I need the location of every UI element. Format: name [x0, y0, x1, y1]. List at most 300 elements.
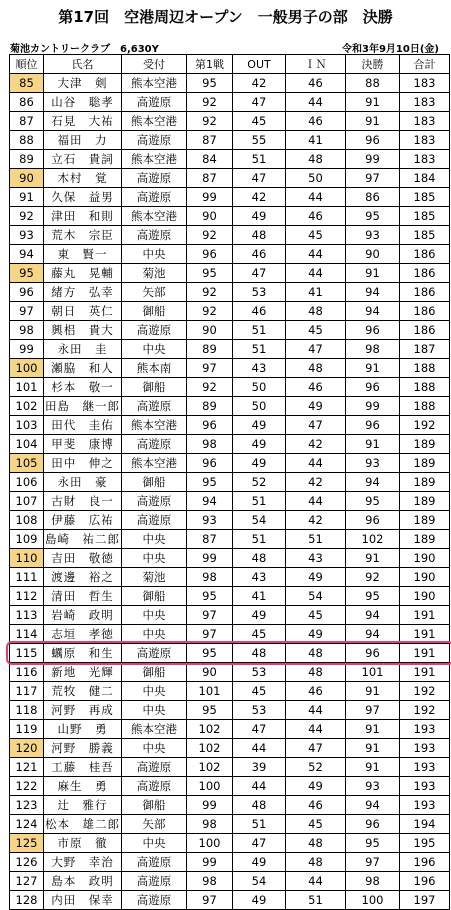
rank-cell: 102: [10, 397, 44, 416]
total-cell: 183: [400, 131, 450, 150]
round1-cell: 95: [187, 74, 233, 93]
in-cell: 45: [286, 321, 346, 340]
table-row: [10, 454, 450, 473]
total-cell: 190: [400, 549, 450, 568]
final-cell: 93: [346, 226, 400, 245]
rank-cell: 96: [10, 283, 44, 302]
name-cell: 山野 勇: [44, 720, 122, 739]
final-cell: 91: [346, 435, 400, 454]
final-cell: 98: [346, 340, 400, 359]
total-cell: 186: [400, 302, 450, 321]
final-cell: 94: [346, 302, 400, 321]
club-cell: 高遊原: [122, 891, 187, 910]
out-cell: 46: [233, 302, 286, 321]
total-cell: 196: [400, 853, 450, 872]
club-cell: 御船: [122, 378, 187, 397]
rank-cell: 93: [10, 226, 44, 245]
name-cell: 緒方 弘幸: [44, 283, 122, 302]
total-cell: 197: [400, 891, 450, 910]
out-cell: 42: [233, 188, 286, 207]
out-cell: 51: [233, 150, 286, 169]
final-cell: 102: [346, 530, 400, 549]
total-cell: 184: [400, 169, 450, 188]
table-row: [10, 264, 450, 283]
out-cell: 54: [233, 872, 286, 891]
round1-cell: 97: [187, 891, 233, 910]
rank-cell: 85: [10, 74, 44, 93]
table-row: [10, 834, 450, 853]
total-cell: 185: [400, 188, 450, 207]
final-cell: 98: [346, 872, 400, 891]
out-cell: 43: [233, 568, 286, 587]
in-cell: 44: [286, 872, 346, 891]
in-cell: 46: [286, 207, 346, 226]
column-header-out: OUT: [233, 55, 286, 74]
name-cell: 藤丸 晃輔: [44, 264, 122, 283]
out-cell: 50: [233, 397, 286, 416]
final-cell: 96: [346, 815, 400, 834]
name-cell: 市原 徹: [44, 834, 122, 853]
rank-cell: 94: [10, 245, 44, 264]
round1-cell: 92: [187, 302, 233, 321]
total-cell: 196: [400, 872, 450, 891]
round1-cell: 98: [187, 872, 233, 891]
rank-cell: 110: [10, 549, 44, 568]
final-cell: 91: [346, 549, 400, 568]
club-cell: 高遊原: [122, 853, 187, 872]
in-cell: 46: [286, 682, 346, 701]
name-cell: 永田 豪: [44, 473, 122, 492]
name-cell: 永田 圭: [44, 340, 122, 359]
table-row: [10, 359, 450, 378]
club-cell: 高遊原: [122, 644, 187, 663]
club-cell: 矢部: [122, 283, 187, 302]
in-cell: 47: [286, 416, 346, 435]
name-cell: 蠣原 和生: [44, 644, 122, 663]
total-cell: 186: [400, 321, 450, 340]
name-cell: 島崎 祐二郎: [44, 530, 122, 549]
table-row: [10, 93, 450, 112]
total-cell: 189: [400, 435, 450, 454]
out-cell: 47: [233, 264, 286, 283]
rank-cell: 114: [10, 625, 44, 644]
out-cell: 51: [233, 321, 286, 340]
in-cell: 50: [286, 169, 346, 188]
rank-cell: 118: [10, 701, 44, 720]
club-cell: 熊本空港: [122, 207, 187, 226]
in-cell: 44: [286, 454, 346, 473]
table-row: [10, 872, 450, 891]
final-cell: 95: [346, 492, 400, 511]
round1-cell: 87: [187, 169, 233, 188]
rank-cell: 103: [10, 416, 44, 435]
name-cell: 伊藤 広祐: [44, 511, 122, 530]
club-cell: 中央: [122, 530, 187, 549]
total-cell: 188: [400, 397, 450, 416]
name-cell: 立石 貴詞: [44, 150, 122, 169]
final-cell: 100: [346, 891, 400, 910]
rank-cell: 95: [10, 264, 44, 283]
rank-cell: 91: [10, 188, 44, 207]
round1-cell: 96: [187, 245, 233, 264]
total-cell: 185: [400, 207, 450, 226]
club-cell: 御船: [122, 663, 187, 682]
rank-cell: 117: [10, 682, 44, 701]
in-cell: 48: [286, 359, 346, 378]
rank-cell: 120: [10, 739, 44, 758]
in-cell: 44: [286, 701, 346, 720]
total-cell: 193: [400, 720, 450, 739]
total-cell: 193: [400, 758, 450, 777]
round1-cell: 90: [187, 207, 233, 226]
rank-cell: 123: [10, 796, 44, 815]
in-cell: 44: [286, 492, 346, 511]
rank-cell: 116: [10, 663, 44, 682]
name-cell: 瀬脇 和人: [44, 359, 122, 378]
rank-cell: 104: [10, 435, 44, 454]
total-cell: 191: [400, 644, 450, 663]
final-cell: 86: [346, 188, 400, 207]
total-cell: 189: [400, 511, 450, 530]
rank-cell: 122: [10, 777, 44, 796]
rank-cell: 126: [10, 853, 44, 872]
name-cell: 福田 力: [44, 131, 122, 150]
table-row: [10, 739, 450, 758]
in-cell: 48: [286, 834, 346, 853]
total-cell: 189: [400, 492, 450, 511]
out-cell: 48: [233, 644, 286, 663]
column-header-final: 決勝: [346, 55, 400, 74]
club-cell: 熊本空港: [122, 112, 187, 131]
name-cell: 石見 大祐: [44, 112, 122, 131]
total-cell: 189: [400, 530, 450, 549]
out-cell: 49: [233, 416, 286, 435]
club-cell: 高遊原: [122, 758, 187, 777]
total-cell: 186: [400, 283, 450, 302]
table-row: [10, 606, 450, 625]
table-row: [10, 549, 450, 568]
round1-cell: 87: [187, 131, 233, 150]
name-cell: 河野 勝義: [44, 739, 122, 758]
table-row: [10, 112, 450, 131]
name-cell: 清田 哲生: [44, 587, 122, 606]
name-cell: 木村 覚: [44, 169, 122, 188]
in-cell: 49: [286, 568, 346, 587]
round1-cell: 98: [187, 435, 233, 454]
final-cell: 91: [346, 739, 400, 758]
round1-cell: 99: [187, 188, 233, 207]
rank-cell: 89: [10, 150, 44, 169]
out-cell: 52: [233, 473, 286, 492]
out-cell: 44: [233, 739, 286, 758]
name-cell: 岩崎 政明: [44, 606, 122, 625]
round1-cell: 102: [187, 720, 233, 739]
out-cell: 48: [233, 226, 286, 245]
out-cell: 51: [233, 815, 286, 834]
rank-cell: 99: [10, 340, 44, 359]
round1-cell: 95: [187, 587, 233, 606]
table-row: [10, 378, 450, 397]
out-cell: 47: [233, 169, 286, 188]
rank-cell: 86: [10, 93, 44, 112]
name-cell: 島本 政明: [44, 872, 122, 891]
in-cell: 44: [286, 188, 346, 207]
out-cell: 48: [233, 796, 286, 815]
in-cell: 48: [286, 644, 346, 663]
in-cell: 46: [286, 112, 346, 131]
round1-cell: 87: [187, 530, 233, 549]
rank-cell: 98: [10, 321, 44, 340]
club-cell: 高遊原: [122, 188, 187, 207]
club-cell: 熊本空港: [122, 74, 187, 93]
rank-cell: 106: [10, 473, 44, 492]
table-row: [10, 473, 450, 492]
out-cell: 47: [233, 93, 286, 112]
final-cell: 96: [346, 131, 400, 150]
in-cell: 48: [286, 150, 346, 169]
out-cell: 43: [233, 359, 286, 378]
out-cell: 48: [233, 549, 286, 568]
final-cell: 94: [346, 473, 400, 492]
table-row: [10, 245, 450, 264]
club-cell: 中央: [122, 606, 187, 625]
table-row: [10, 169, 450, 188]
rank-cell: 97: [10, 302, 44, 321]
in-cell: 49: [286, 777, 346, 796]
rank-cell: 119: [10, 720, 44, 739]
name-cell: 志垣 孝徳: [44, 625, 122, 644]
in-cell: 54: [286, 587, 346, 606]
in-cell: 45: [286, 815, 346, 834]
total-cell: 183: [400, 74, 450, 93]
round1-cell: 98: [187, 568, 233, 587]
round1-cell: 98: [187, 815, 233, 834]
rank-cell: 88: [10, 131, 44, 150]
final-cell: 91: [346, 93, 400, 112]
results-table-body: [10, 74, 450, 910]
club-cell: 矢部: [122, 815, 187, 834]
final-cell: 92: [346, 568, 400, 587]
out-cell: 44: [233, 777, 286, 796]
final-cell: 94: [346, 796, 400, 815]
name-cell: 田中 伸之: [44, 454, 122, 473]
club-cell: 熊本空港: [122, 454, 187, 473]
final-cell: 94: [346, 625, 400, 644]
table-row: [10, 188, 450, 207]
total-cell: 192: [400, 701, 450, 720]
in-cell: 48: [286, 302, 346, 321]
total-cell: 189: [400, 454, 450, 473]
out-cell: 39: [233, 758, 286, 777]
out-cell: 50: [233, 378, 286, 397]
table-row: [10, 150, 450, 169]
total-cell: 191: [400, 606, 450, 625]
round1-cell: 92: [187, 226, 233, 245]
name-cell: 甲斐 康博: [44, 435, 122, 454]
round1-cell: 92: [187, 378, 233, 397]
round1-cell: 89: [187, 397, 233, 416]
round1-cell: 102: [187, 758, 233, 777]
out-cell: 42: [233, 74, 286, 93]
rank-cell: 113: [10, 606, 44, 625]
in-cell: 47: [286, 340, 346, 359]
total-cell: 191: [400, 663, 450, 682]
name-cell: 内田 保幸: [44, 891, 122, 910]
table-row: [10, 720, 450, 739]
table-row: [10, 207, 450, 226]
name-cell: 麻生 勇: [44, 777, 122, 796]
name-cell: 渡邊 裕之: [44, 568, 122, 587]
name-cell: 大津 剣: [44, 74, 122, 93]
name-cell: 荒牧 健二: [44, 682, 122, 701]
rank-cell: 92: [10, 207, 44, 226]
final-cell: 91: [346, 264, 400, 283]
column-header-name: 氏名: [44, 55, 122, 74]
out-cell: 45: [233, 625, 286, 644]
out-cell: 45: [233, 112, 286, 131]
round1-cell: 99: [187, 796, 233, 815]
round1-cell: 92: [187, 93, 233, 112]
out-cell: 49: [233, 435, 286, 454]
rank-cell: 115: [10, 644, 44, 663]
in-cell: 46: [286, 74, 346, 93]
club-cell: 菊池: [122, 264, 187, 283]
table-row: [10, 435, 450, 454]
club-cell: 熊本空港: [122, 720, 187, 739]
out-cell: 51: [233, 340, 286, 359]
total-cell: 192: [400, 416, 450, 435]
club-cell: 高遊原: [122, 131, 187, 150]
club-cell: 中央: [122, 340, 187, 359]
club-cell: 高遊原: [122, 511, 187, 530]
in-cell: 51: [286, 530, 346, 549]
out-cell: 53: [233, 283, 286, 302]
club-cell: 熊本南: [122, 359, 187, 378]
out-cell: 53: [233, 701, 286, 720]
column-header-club: 受付: [122, 55, 187, 74]
name-cell: 河野 再成: [44, 701, 122, 720]
round1-cell: 92: [187, 112, 233, 131]
round1-cell: 99: [187, 853, 233, 872]
final-cell: 94: [346, 283, 400, 302]
round1-cell: 94: [187, 492, 233, 511]
total-cell: 187: [400, 340, 450, 359]
out-cell: 54: [233, 511, 286, 530]
out-cell: 46: [233, 245, 286, 264]
out-cell: 49: [233, 207, 286, 226]
round1-cell: 99: [187, 549, 233, 568]
in-cell: 48: [286, 853, 346, 872]
results-table: [9, 54, 450, 910]
in-cell: 44: [286, 264, 346, 283]
table-row: [10, 283, 450, 302]
club-cell: 御船: [122, 796, 187, 815]
final-cell: 97: [346, 853, 400, 872]
in-cell: 46: [286, 796, 346, 815]
club-cell: 御船: [122, 302, 187, 321]
club-cell: 中央: [122, 245, 187, 264]
table-row: [10, 530, 450, 549]
rank-cell: 107: [10, 492, 44, 511]
round1-cell: 95: [187, 264, 233, 283]
final-cell: 91: [346, 112, 400, 131]
rank-cell: 90: [10, 169, 44, 188]
name-cell: 辻 雅行: [44, 796, 122, 815]
column-header-in: ＩＮ: [286, 55, 346, 74]
in-cell: 44: [286, 245, 346, 264]
round1-cell: 97: [187, 606, 233, 625]
in-cell: 48: [286, 663, 346, 682]
round1-cell: 95: [187, 644, 233, 663]
table-row: [10, 701, 450, 720]
name-cell: 田代 圭佑: [44, 416, 122, 435]
total-cell: 193: [400, 796, 450, 815]
club-cell: 御船: [122, 587, 187, 606]
final-cell: 96: [346, 378, 400, 397]
in-cell: 49: [286, 625, 346, 644]
total-cell: 188: [400, 378, 450, 397]
final-cell: 91: [346, 682, 400, 701]
final-cell: 91: [346, 720, 400, 739]
club-cell: 中央: [122, 625, 187, 644]
out-cell: 49: [233, 891, 286, 910]
table-row: [10, 758, 450, 777]
club-cell: 熊本空港: [122, 416, 187, 435]
table-row: [10, 644, 450, 663]
column-header-round1: 第1戦: [187, 55, 233, 74]
total-cell: 195: [400, 834, 450, 853]
out-cell: 49: [233, 606, 286, 625]
total-cell: 193: [400, 777, 450, 796]
round1-cell: 97: [187, 625, 233, 644]
final-cell: 96: [346, 511, 400, 530]
out-cell: 55: [233, 131, 286, 150]
total-cell: 194: [400, 815, 450, 834]
final-cell: 96: [346, 644, 400, 663]
course-info: 菊池カントリークラブ 6,630Y: [10, 40, 159, 55]
round1-cell: 92: [187, 283, 233, 302]
table-row: [10, 815, 450, 834]
in-cell: 44: [286, 720, 346, 739]
table-row: [10, 321, 450, 340]
name-cell: 古財 良一: [44, 492, 122, 511]
total-cell: 189: [400, 473, 450, 492]
round1-cell: 95: [187, 473, 233, 492]
name-cell: 山谷 聡孝: [44, 93, 122, 112]
round1-cell: 84: [187, 150, 233, 169]
club-cell: 高遊原: [122, 435, 187, 454]
in-cell: 52: [286, 758, 346, 777]
table-row: [10, 853, 450, 872]
total-cell: 190: [400, 587, 450, 606]
rank-cell: 121: [10, 758, 44, 777]
rank-cell: 87: [10, 112, 44, 131]
rank-cell: 108: [10, 511, 44, 530]
final-cell: 93: [346, 777, 400, 796]
round1-cell: 95: [187, 701, 233, 720]
in-cell: 41: [286, 131, 346, 150]
final-cell: 96: [346, 416, 400, 435]
round1-cell: 100: [187, 834, 233, 853]
table-row: [10, 796, 450, 815]
in-cell: 47: [286, 739, 346, 758]
in-cell: 42: [286, 473, 346, 492]
rank-cell: 111: [10, 568, 44, 587]
table-row: [10, 416, 450, 435]
final-cell: 93: [346, 454, 400, 473]
in-cell: 46: [286, 378, 346, 397]
in-cell: 49: [286, 397, 346, 416]
